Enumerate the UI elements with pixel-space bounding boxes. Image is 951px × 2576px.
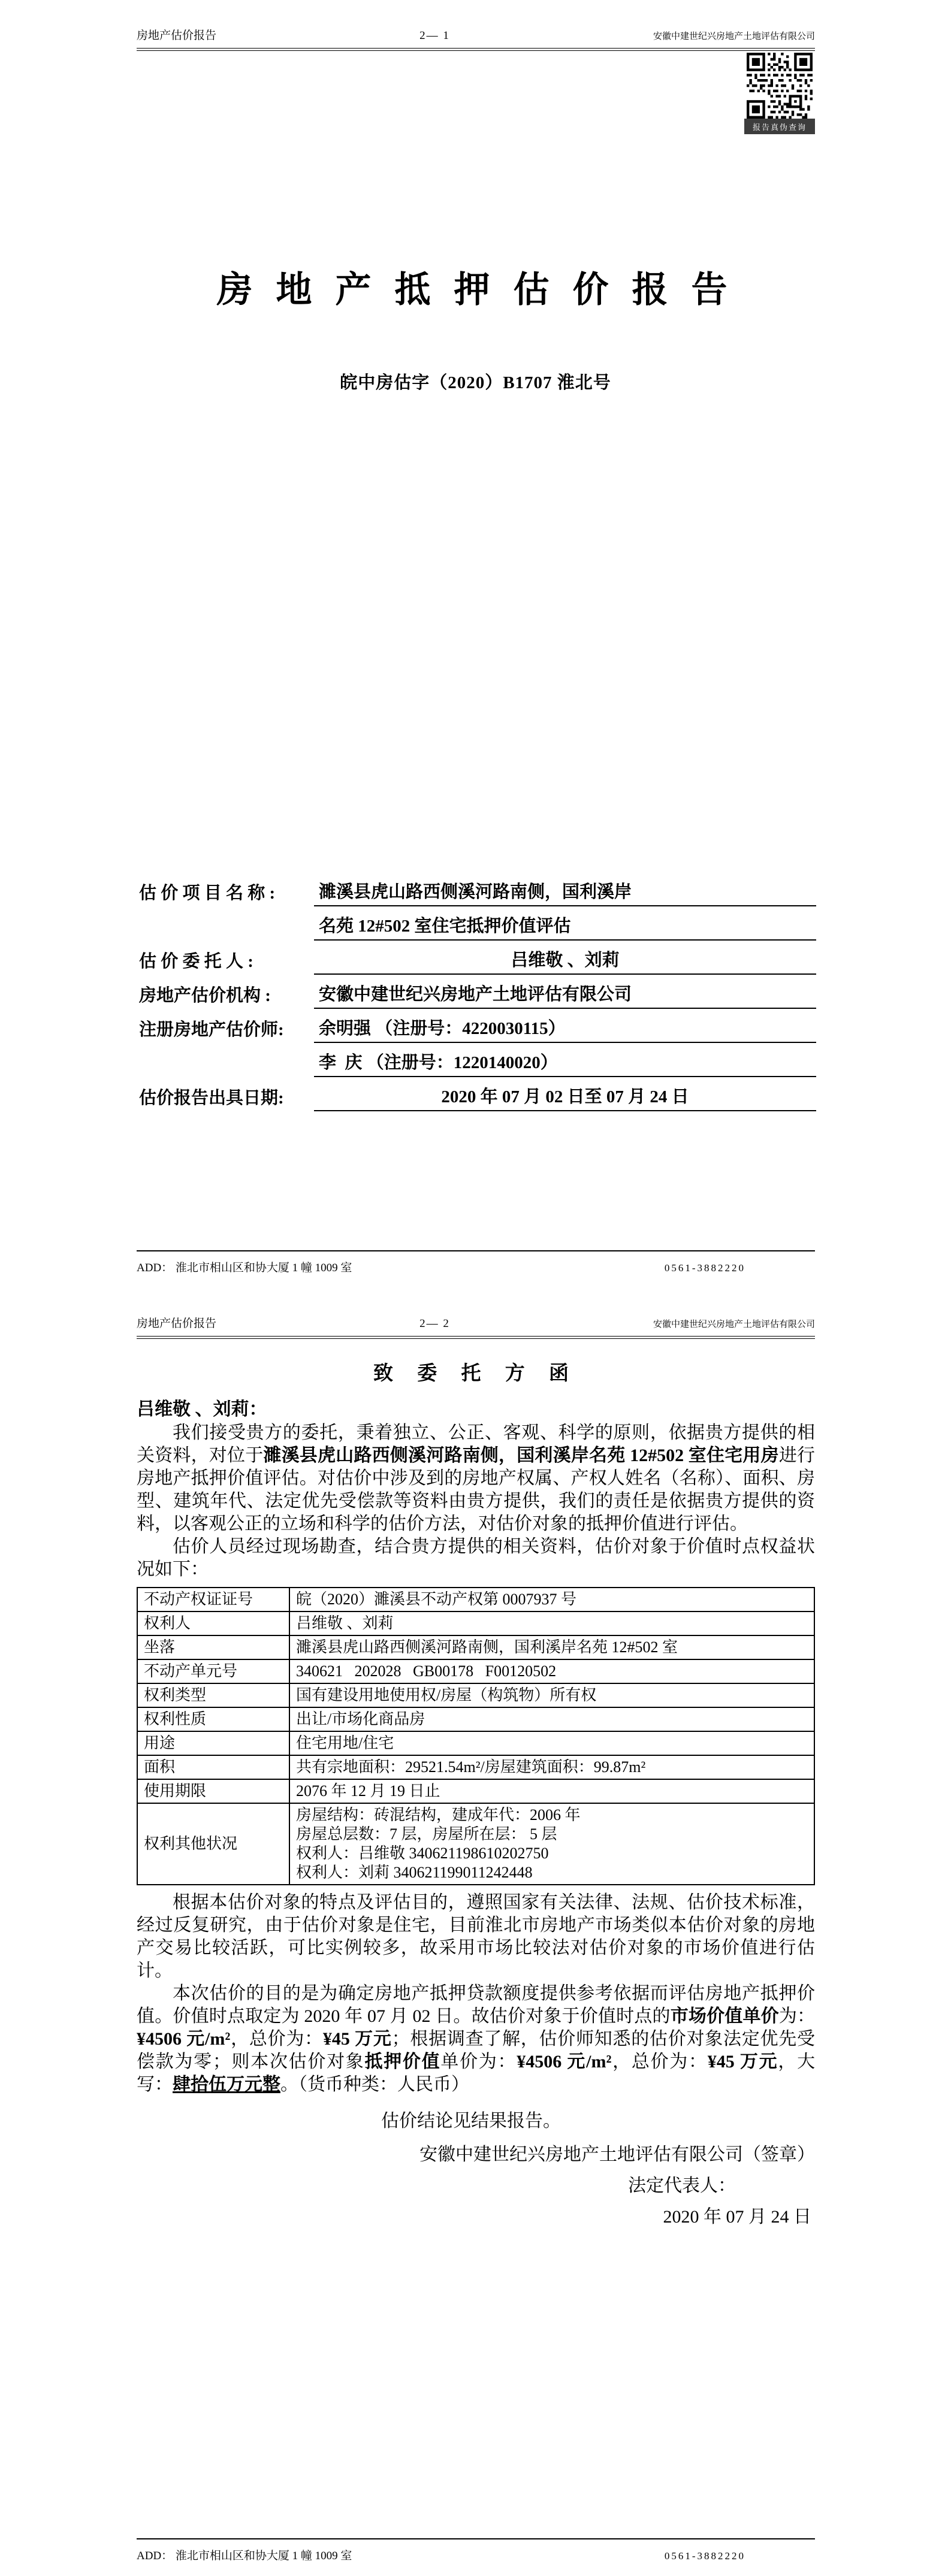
form-label: 估 价 委 托 人 :	[139, 951, 253, 971]
mortgage-value-term: 抵押价值	[364, 2052, 441, 2072]
form-label	[139, 938, 314, 941]
row-value: 340621 202028 GB00178 F00120502	[289, 1659, 814, 1683]
form-label	[139, 1074, 314, 1077]
conclusion-note: 估价结论见结果报告。	[381, 2111, 561, 2131]
page-footer	[137, 2538, 815, 2563]
row-value: 共有宗地面积：29521.54m²/房屋建筑面积：99.87m²	[289, 1755, 814, 1779]
row-value: 皖（2020）濉溪县不动产权第 0007937 号	[289, 1588, 814, 1611]
mortgage-unit-price: ¥4506 元/m²	[517, 2052, 612, 2072]
row-label: 面积	[137, 1755, 289, 1779]
amount-in-words: 肆拾伍万元整	[173, 2075, 280, 2094]
total-price-value: ¥45 万元	[322, 2029, 392, 2049]
table-row	[137, 1731, 814, 1755]
text-run: 为：	[778, 2006, 816, 2026]
row-value: 住宅用地/住宅	[289, 1731, 814, 1755]
table-row	[137, 1588, 814, 1611]
page-header	[137, 26, 815, 43]
qr-caption: 报告真伪查询	[744, 119, 815, 134]
unit-price-value: ¥4506 元/m²	[137, 2029, 231, 2049]
row-label: 坐落	[137, 1635, 289, 1659]
text-run: ，总价为：	[611, 2052, 708, 2072]
text-run: 我们接受贵方的委托，秉着独立、公正、客观、科学的原则，依据贵方提供的相关资料，对位于	[137, 1423, 815, 1465]
qr-code-icon	[744, 53, 815, 119]
footer-phone: 0561-3882220	[664, 1262, 745, 1274]
table-row	[137, 1659, 814, 1683]
header-doc-type: 房地产估价报告	[137, 1317, 217, 1330]
paragraph-valuation	[137, 1982, 815, 2096]
form-row-appraiser-2	[139, 1043, 816, 1077]
row-value	[289, 1803, 814, 1885]
form-row-project-cont	[139, 906, 816, 941]
footer-phone: 0561-3882220	[664, 2550, 745, 2562]
form-row-report-date	[139, 1077, 816, 1111]
text-run: ；根据调查了解，估价师知悉的估价对象法定优先受偿款为零；则本次估价对象	[137, 2029, 816, 2072]
form-value: 余明强 （注册号：4220030115）	[314, 1019, 816, 1043]
row-value: 出让/市场化商品房	[289, 1707, 814, 1731]
header-company: 安徽中建世纪兴房地产土地评估有限公司	[653, 32, 815, 41]
row-label: 权利其他状况	[137, 1803, 289, 1885]
report-number: 皖中房估字（2020）B1707 淮北号	[340, 373, 611, 392]
paragraph-method: 根据本估价对象的特点及评估目的，遵照国家有关法律、法规、估价技术标准，经过反复研究，由于估价对象是住宅，目前淮北市房地产市场类似本估价对象的房地产交易比较活跃，可比实例较多，故采用市场比较法对估价对象的市场价值进行估计。	[137, 1892, 815, 1981]
form-value: 名苑 12#502 室住宅抵押价值评估	[314, 917, 816, 941]
form-value: 濉溪县虎山路西侧溪河路南侧，国利溪岸	[314, 882, 816, 906]
row-value: 国有建设用地使用权/房屋（构筑物）所有权	[289, 1683, 814, 1707]
row-label: 权利类型	[137, 1683, 289, 1707]
qr-block	[744, 53, 815, 134]
form-label: 注册房地产估价师:	[139, 1020, 284, 1039]
form-row-appraiser-1	[139, 1009, 816, 1043]
salutation: 吕维敬 、刘莉：	[137, 1399, 267, 1419]
text-run: 单价为：	[440, 2052, 517, 2072]
footer-address: ADD： 淮北市相山区和协大厦 1 幢 1009 室	[137, 1262, 352, 1274]
page-number: 2— 1	[419, 29, 450, 42]
form-row-project	[139, 872, 816, 906]
rights-table	[137, 1587, 815, 1885]
appraisal-form	[139, 872, 816, 1111]
form-label: 估价报告出具日期:	[139, 1088, 284, 1108]
row-value: 吕维敬 、刘莉	[289, 1611, 814, 1635]
other-status-line: 权利人：吕维敬 340621198610202750	[296, 1845, 549, 1862]
row-value: 濉溪县虎山路西侧溪河路南侧，国利溪岸名苑 12#502 室	[289, 1635, 814, 1659]
row-label: 不动产权证证号	[137, 1588, 289, 1611]
page-header	[137, 1314, 815, 1331]
page-number: 2— 2	[419, 1317, 450, 1330]
header-rule	[137, 1336, 815, 1339]
table-row	[137, 1683, 814, 1707]
market-value-term: 市场价值单价	[670, 2006, 779, 2026]
form-value: 李 庆 （注册号：1220140020）	[314, 1053, 816, 1077]
other-status-line: 权利人：刘莉 340621199011242448	[296, 1864, 533, 1881]
form-value: 2020 年 07 月 02 日至 07 月 24 日	[314, 1087, 816, 1111]
mortgage-total-price: ¥45 万元	[707, 2052, 778, 2072]
table-row	[137, 1635, 814, 1659]
form-row-agency	[139, 975, 816, 1009]
form-value: 吕维敬 、刘莉	[314, 951, 816, 975]
row-label: 权利性质	[137, 1707, 289, 1731]
text-run: 进行房地产抵押价值评估。对估价中涉及到的房地产权属、产权人姓名（名称）、面积、房型、建筑年代、法定优先受偿款等资料由贵方提供，我们的责任是依据贵方提供的资料，以客观公正的立场和科学的估价方法，对估价对象的抵押价值进行评估。	[137, 1446, 816, 1534]
table-row	[137, 1755, 814, 1779]
text-run: ，大写：	[137, 2052, 816, 2094]
table-row	[137, 1611, 814, 1635]
text-run: 。（货币种类：人民币）	[280, 2075, 469, 2094]
letter-content	[137, 1346, 815, 2233]
row-label: 不动产单元号	[137, 1659, 289, 1683]
paragraph-intro	[137, 1422, 815, 1535]
header-company: 安徽中建世纪兴房地产土地评估有限公司	[653, 1320, 815, 1329]
form-row-client	[139, 941, 816, 975]
header-rule	[137, 48, 815, 51]
other-status-line: 房屋总层数：7 层，房屋所在层： 5 层	[296, 1825, 557, 1843]
row-label: 权利人	[137, 1611, 289, 1635]
row-label: 用途	[137, 1731, 289, 1755]
subject-property: 濉溪县虎山路西侧溪河路南侧，国利溪岸名苑 12#502 室住宅用房	[263, 1446, 779, 1465]
row-label: 使用期限	[137, 1779, 289, 1803]
signature-representative: 法定代表人：	[628, 2176, 736, 2196]
signature-date: 2020 年 07 月 24 日	[663, 2207, 811, 2227]
table-row-other-status	[137, 1803, 814, 1885]
row-value: 2076 年 12 月 19 日止	[289, 1779, 814, 1803]
other-status-line: 房屋结构：砖混结构，建成年代：2006 年	[296, 1806, 581, 1824]
paragraph-survey: 估价人员经过现场勘查，结合贵方提供的相关资料，估价对象于价值时点权益状况如下：	[137, 1537, 815, 1579]
table-row	[137, 1707, 814, 1731]
signature-company: 安徽中建世纪兴房地产土地评估有限公司（签章）	[419, 2145, 815, 2164]
header-doc-type: 房地产估价报告	[137, 29, 217, 42]
text-run: 本次估价的目的是为确定房地产抵押贷款额度提供参考依据而评估房地产抵押价值。价值时点取定为 2020 年 07 月 02 日。故估价对象于价值时点的	[137, 1984, 815, 2026]
page-footer	[137, 1250, 815, 1275]
form-label: 房地产估价机构 :	[139, 985, 271, 1005]
form-value: 安徽中建世纪兴房地产土地评估有限公司	[314, 985, 816, 1009]
report-title: 房 地 产 抵 押 估 价 报 告	[216, 270, 735, 310]
form-label: 估 价 项 目 名 称 :	[139, 883, 276, 903]
footer-address: ADD： 淮北市相山区和协大厦 1 幢 1009 室	[137, 2550, 352, 2562]
text-run: ，总价为：	[230, 2029, 323, 2049]
page-2	[0, 1288, 951, 2576]
letter-title: 致 委 托 方 函	[373, 1363, 578, 1384]
table-row	[137, 1779, 814, 1803]
